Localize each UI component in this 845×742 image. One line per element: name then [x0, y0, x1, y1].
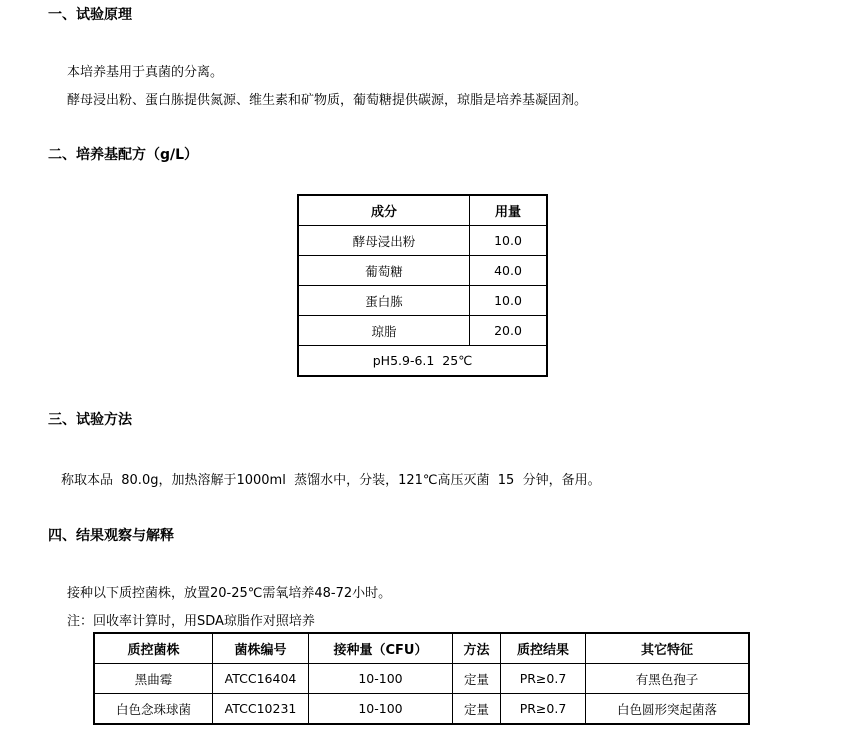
section-3-method: 称取本品 80.0g，加热溶解于1000ml 蒸馏水中，分装，121℃高压灭菌 15 分钟，备用。	[61, 473, 601, 488]
qc-strain: 黑曲霉	[94, 664, 213, 694]
qc-table-header-row	[94, 633, 749, 664]
qc-features: 白色圆形突起菌落	[586, 694, 750, 725]
qc-strain-id: ATCC16404	[213, 664, 309, 694]
formula-ingredient: 蛋白胨	[298, 286, 470, 316]
formula-table-header-row	[298, 195, 547, 226]
qc-result: PR≥0.7	[501, 694, 586, 725]
table-row	[94, 664, 749, 694]
formula-ingredient: 葡萄糖	[298, 256, 470, 286]
section-3-heading: 三、试验方法	[48, 412, 132, 428]
table-row	[298, 256, 547, 286]
section-4-heading: 四、结果观察与解释	[48, 528, 174, 544]
qc-strain: 白色念珠球菌	[94, 694, 213, 725]
qc-method: 定量	[453, 664, 501, 694]
section-1-line-2: 酵母浸出粉、蛋白胨提供氮源、维生素和矿物质，葡萄糖提供碳源，琼脂是培养基凝固剂。	[67, 93, 588, 108]
qc-header-features: 其它特征	[586, 633, 750, 664]
section-4-line-2: 注：回收率计算时，用SDA琼脂作对照培养	[67, 614, 315, 629]
formula-amount: 10.0	[470, 226, 548, 256]
table-row	[94, 694, 749, 725]
formula-table	[297, 194, 548, 377]
formula-ingredient: 酵母浸出粉	[298, 226, 470, 256]
qc-inoculum: 10-100	[309, 664, 453, 694]
section-2-heading: 二、培养基配方（g/L）	[48, 147, 199, 163]
formula-header-amount: 用量	[470, 195, 548, 226]
qc-features: 有黑色孢子	[586, 664, 750, 694]
qc-header-result: 质控结果	[501, 633, 586, 664]
qc-header-method: 方法	[453, 633, 501, 664]
formula-amount: 40.0	[470, 256, 548, 286]
formula-footer-row	[298, 346, 547, 377]
section-1-line-1: 本培养基用于真菌的分离。	[67, 65, 224, 80]
formula-header-ingredient: 成分	[298, 195, 470, 226]
section-4-line-1: 接种以下质控菌株，放置20-25℃需氧培养48-72小时。	[67, 586, 392, 601]
formula-amount: 10.0	[470, 286, 548, 316]
qc-header-inoculum: 接种量（CFU）	[309, 633, 453, 664]
qc-header-strain: 质控菌株	[94, 633, 213, 664]
section-1-heading: 一、试验原理	[48, 7, 132, 23]
qc-strain-table	[93, 632, 750, 725]
qc-header-strain-id: 菌株编号	[213, 633, 309, 664]
formula-ingredient: 琼脂	[298, 316, 470, 346]
qc-result: PR≥0.7	[501, 664, 586, 694]
table-row	[298, 316, 547, 346]
qc-method: 定量	[453, 694, 501, 725]
qc-inoculum: 10-100	[309, 694, 453, 725]
qc-strain-id: ATCC10231	[213, 694, 309, 725]
table-row	[298, 286, 547, 316]
formula-ph-temp: pH5.9-6.1 25℃	[298, 346, 547, 377]
table-row	[298, 226, 547, 256]
formula-amount: 20.0	[470, 316, 548, 346]
